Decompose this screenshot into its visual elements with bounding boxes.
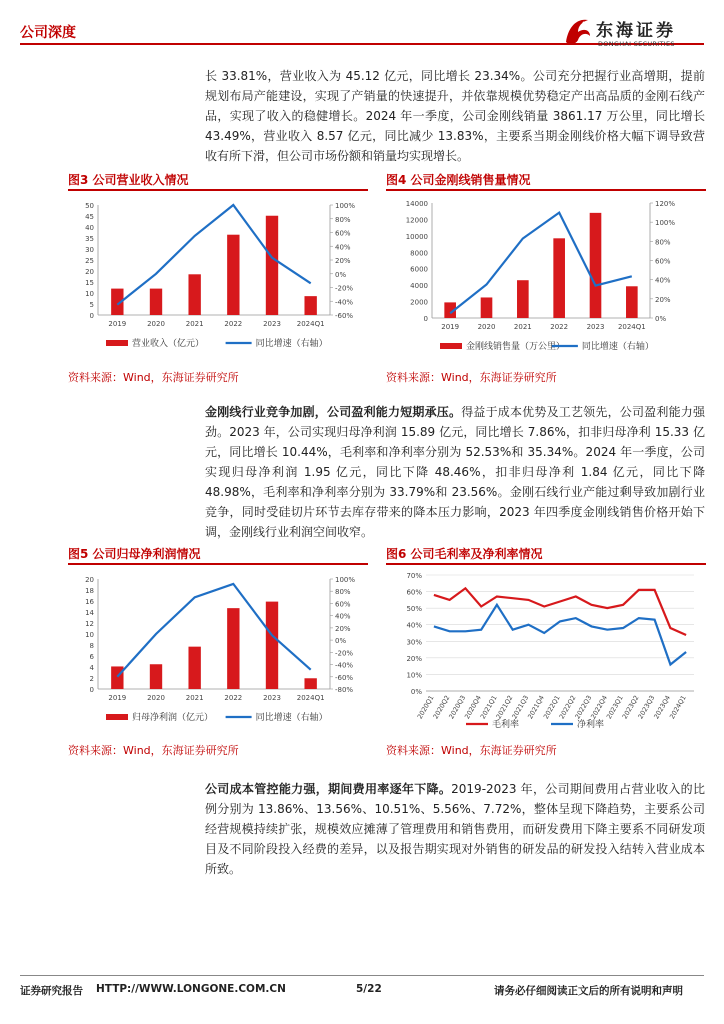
x-axis-tick-label: 2020Q4 [463, 694, 483, 721]
y-axis-tick-label: 0% [410, 688, 422, 696]
x-axis-tick-label: 2023 [586, 323, 605, 331]
legend-label-1: 净利率 [577, 720, 605, 730]
x-axis-tick-label: 2021Q2 [494, 694, 515, 721]
left-axis-tick-label: 6000 [410, 265, 428, 274]
x-axis-tick-label: 2024Q1 [668, 694, 688, 721]
left-axis-tick-label: 10 [85, 290, 94, 298]
left-axis-tick-label: 4 [89, 664, 94, 672]
paragraph-revenue-text: 长 33.81%，营业收入为 45.12 亿元，同比增长 23.34%。公司充分把握行业高增期，提前规划布局产能建设，实现了产销量的快速提升，并依靠规模优势稳定产出高品质的金刚石线产品，实现了收入的稳健增长。2024 年一季度，公司金刚线销量 3861.17 万公里，同比增长 43.49%，营业收入 8.57 亿元，同比减少 13.83%，主要系当期金刚线价格大幅下调导致营收有所下滑，但公司市场份额和销量均实现增长。 [205, 69, 705, 163]
yoy-growth-line [450, 213, 632, 314]
left-axis-tick-label: 35 [85, 235, 94, 243]
x-axis-tick-label: 2020Q1 [415, 694, 436, 721]
fig3-title-underline [68, 189, 368, 191]
x-axis-tick-label: 2020 [477, 323, 496, 331]
paragraph-profitability-text [205, 402, 705, 542]
x-axis-tick-label: 2022 [224, 694, 243, 702]
legend-label-line: 同比增速（右轴） [255, 339, 328, 349]
paragraph-profitability [205, 402, 705, 542]
y-axis-tick-label: 10% [406, 671, 422, 680]
right-axis-tick-label: 40% [335, 243, 351, 252]
left-axis-tick-label: 10000 [405, 232, 428, 241]
x-axis-tick-label: 2021 [185, 694, 204, 702]
left-axis-tick-label: 25 [85, 257, 94, 265]
x-axis-tick-label: 2024Q1 [296, 320, 325, 328]
bar-2020 [150, 664, 162, 689]
fig5-source: 资料来源：Wind，东海证券研究所 [68, 744, 239, 757]
fig6-title: 图6 公司毛利率及净利率情况 [386, 547, 543, 561]
bar-2024Q1 [304, 678, 316, 689]
right-axis-tick-label: 100% [335, 576, 356, 584]
legend-swatch-bar [106, 340, 128, 346]
x-axis-tick-label: 2023 [263, 320, 281, 328]
left-axis-tick-label: 50 [85, 202, 94, 210]
x-axis-tick-label: 2022Q2 [557, 694, 578, 721]
x-axis-tick-label: 2022 [224, 320, 243, 328]
x-axis-tick-label: 2020 [147, 320, 165, 328]
bar-2021 [517, 280, 529, 318]
paragraph-profitability-lead: 金刚线行业竞争加剧，公司盈利能力短期承压。 [205, 405, 462, 419]
left-axis-tick-label: 12 [85, 620, 94, 628]
right-axis-tick-label: 0% [335, 637, 347, 646]
x-axis-tick-label: 2021 [185, 320, 204, 328]
left-axis-tick-label: 18 [85, 587, 94, 595]
left-axis-tick-label: 40 [85, 224, 94, 232]
bar-2024Q1 [626, 286, 638, 318]
right-axis-tick-label: 80% [335, 588, 351, 597]
left-axis-tick-label: 14 [85, 609, 94, 617]
right-axis-tick-label: 20% [655, 295, 671, 304]
left-axis-tick-label: 0 [89, 686, 94, 694]
x-axis-tick-label: 2020Q2 [431, 694, 452, 721]
x-axis-tick-label: 2022Q4 [589, 694, 610, 721]
fig5-title-underline [68, 563, 368, 565]
legend-swatch-bar [106, 714, 128, 720]
section-title: 公司深度 [20, 25, 76, 41]
x-axis-tick-label: 2019 [441, 323, 460, 331]
left-axis-tick-label: 12000 [405, 216, 428, 225]
x-axis-tick-label: 2021Q4 [526, 694, 546, 721]
x-axis-tick-label: 2019 [108, 320, 127, 328]
footer-disclaimer: 请务必仔细阅读正文后的所有说明和声明 [494, 985, 683, 997]
right-axis-tick-label: 100% [655, 219, 676, 228]
x-axis-tick-label: 2024Q1 [617, 323, 646, 331]
right-axis-tick-label: 80% [655, 238, 671, 247]
paragraph-cost-control-text [205, 779, 705, 879]
left-axis-tick-label: 5 [89, 301, 94, 309]
right-axis-tick-label: -80% [335, 686, 354, 694]
right-axis-tick-label: 0% [655, 315, 667, 323]
fig4-title-underline [386, 189, 706, 191]
y-axis-tick-label: 30% [406, 638, 422, 647]
left-axis-tick-label: 20 [85, 268, 94, 276]
legend-swatch-bar [440, 343, 462, 349]
right-axis-tick-label: 20% [335, 624, 351, 633]
y-axis-tick-label: 70% [406, 572, 422, 580]
fig5-net-profit-chart [68, 567, 368, 737]
fig3-title: 图3 公司营业收入情况 [68, 173, 189, 187]
x-axis-tick-label: 2023Q4 [652, 694, 673, 721]
paragraph-revenue [205, 66, 705, 166]
right-axis-tick-label: -40% [335, 298, 354, 307]
fig4-sales-volume-chart [386, 193, 706, 363]
bar-2021 [188, 647, 200, 689]
x-axis-tick-label: 2023 [263, 694, 281, 702]
x-axis-tick-label: 2020Q3 [447, 694, 468, 721]
left-axis-tick-label: 30 [85, 246, 94, 254]
fig4-source: 资料来源：Wind，东海证券研究所 [386, 371, 557, 384]
left-axis-tick-label: 0 [423, 315, 428, 323]
right-axis-tick-label: 120% [655, 200, 676, 208]
left-axis-tick-label: 14000 [405, 200, 428, 208]
y-axis-tick-label: 60% [406, 588, 422, 597]
x-axis-tick-label: 2021 [513, 323, 532, 331]
paragraph-cost-control-body: 2019-2023 年，公司期间费用占营业收入的比例分别为 13.86%、13.56%、10.51%、5.56%、7.72%，整体呈现下降趋势，主要系公司经营规模持续扩张，规模效应摊薄了管理费用和销售费用，而研发费用下降主要系不同研发项目及不同阶段投入经费的差异，以及报告期实现对外销售的研发品的研发投入结转入营业成本所致。 [205, 782, 705, 876]
x-axis-tick-label: 2024Q1 [296, 694, 325, 702]
paragraph-cost-control-lead: 公司成本管控能力强，期间费用率逐年下降。 [205, 782, 452, 796]
x-axis-tick-label: 2022 [550, 323, 569, 331]
y-axis-tick-label: 50% [406, 605, 422, 614]
bar-2023 [590, 213, 602, 318]
fig3-revenue-chart [68, 193, 368, 363]
right-axis-tick-label: -60% [335, 312, 354, 320]
x-axis-tick-label: 2023Q2 [620, 694, 641, 721]
right-axis-tick-label: -20% [335, 284, 354, 293]
fig3-source: 资料来源：Wind，东海证券研究所 [68, 371, 239, 384]
paragraph-profitability-body: 得益于成本优势及工艺领先，公司盈利能力强劲。2023 年，公司实现归母净利润 15.89 亿元，同比增长 7.86%，扣非归母净利 15.33 亿元，同比增长 10.44%，毛利率和净利率分别为 52.53%和 35.34%。2024 年一季度，公司实现归母净利润 1.95 亿元，同比下降 48.46%，扣非归母净利 1.84 亿元，同比下降 48.98%，毛利率和净利率分别为 33.79%和 23.56%。金刚石线行业产能过剩导致加剧行业竞争，同时受硅切片环节去库存带来的降本压力影响，2023 年四季度金刚线销售价格开始下调，金刚线行业利润空间收窄。 [205, 405, 705, 539]
bar-2022 [227, 235, 239, 315]
legend-label-bar: 归母净利润（亿元） [132, 713, 214, 723]
logo-english-name: DONGHAI SECURITIES [598, 40, 675, 48]
x-axis-tick-label: 2022Q3 [573, 694, 594, 721]
left-axis-tick-label: 45 [85, 213, 94, 221]
logo-chinese-name: 东海证券 [596, 21, 676, 41]
fig6-source: 资料来源：Wind，东海证券研究所 [386, 744, 557, 757]
left-axis-tick-label: 10 [85, 631, 94, 639]
left-axis-tick-label: 20 [85, 576, 94, 584]
fig4-title: 图4 公司金刚线销售量情况 [386, 173, 531, 187]
footer-url-link[interactable]: HTTP://WWW.LONGONE.COM.CN [96, 983, 286, 995]
legend-label-bar: 营业收入（亿元） [132, 339, 205, 349]
right-axis-tick-label: 60% [335, 229, 351, 238]
legend-label-line: 同比增速（右轴） [255, 713, 328, 723]
right-axis-tick-label: 40% [335, 612, 351, 621]
paragraph-cost-control [205, 779, 705, 879]
right-axis-tick-label: 100% [335, 202, 356, 210]
left-axis-tick-label: 15 [85, 279, 94, 287]
x-axis-tick-label: 2023Q3 [636, 694, 657, 721]
bar-2020 [481, 297, 493, 318]
dragon-logo-icon [562, 14, 594, 50]
series-line-net-margin [434, 605, 686, 665]
right-axis-tick-label: -40% [335, 661, 354, 670]
right-axis-tick-label: 0% [335, 270, 347, 279]
bar-2019 [111, 666, 123, 689]
right-axis-tick-label: -60% [335, 673, 354, 682]
x-axis-tick-label: 2019 [108, 694, 127, 702]
left-axis-tick-label: 8 [89, 642, 94, 650]
yoy-growth-line [117, 584, 310, 677]
y-axis-tick-label: 40% [406, 621, 422, 630]
x-axis-tick-label: 2021Q1 [478, 694, 499, 721]
bar-2021 [188, 274, 200, 315]
bar-2020 [150, 289, 162, 315]
yoy-growth-line [117, 205, 310, 305]
right-axis-tick-label: 20% [335, 257, 351, 265]
footer-report-type: 证券研究报告 [20, 985, 83, 997]
bar-2022 [553, 238, 565, 318]
series-line-gross-margin [434, 588, 686, 635]
left-axis-tick-label: 16 [85, 598, 94, 606]
bar-2023 [266, 216, 278, 315]
company-logo [562, 14, 712, 54]
legend-label-line: 同比增速（右轴） [581, 342, 654, 352]
left-axis-tick-label: 4000 [410, 282, 428, 291]
x-axis-tick-label: 2020 [147, 694, 165, 702]
bar-2023 [266, 602, 278, 689]
left-axis-tick-label: 2000 [410, 298, 428, 307]
left-axis-tick-label: 0 [89, 312, 94, 320]
right-axis-tick-label: 60% [655, 257, 671, 266]
bar-2022 [227, 608, 239, 689]
right-axis-tick-label: 40% [655, 276, 671, 285]
footer-page-number: 5/22 [356, 983, 382, 995]
legend-label-0: 毛利率 [492, 720, 520, 730]
fig6-margin-chart [386, 567, 706, 737]
x-axis-tick-label: 2023Q1 [604, 694, 625, 721]
x-axis-tick-label: 2022Q1 [541, 694, 562, 721]
fig6-title-underline [386, 563, 706, 565]
y-axis-tick-label: 20% [406, 654, 422, 663]
right-axis-tick-label: 60% [335, 600, 351, 609]
right-axis-tick-label: 80% [335, 215, 351, 224]
left-axis-tick-label: 6 [89, 653, 94, 661]
right-axis-tick-label: -20% [335, 649, 354, 658]
bar-2024Q1 [304, 296, 316, 315]
left-axis-tick-label: 8000 [410, 249, 428, 258]
footer-divider [20, 975, 704, 976]
legend-label-bar: 金刚线销售量（万公里） [466, 342, 566, 352]
left-axis-tick-label: 2 [89, 675, 94, 683]
fig5-title: 图5 公司归母净利润情况 [68, 547, 201, 561]
x-axis-tick-label: 2021Q3 [510, 694, 531, 721]
